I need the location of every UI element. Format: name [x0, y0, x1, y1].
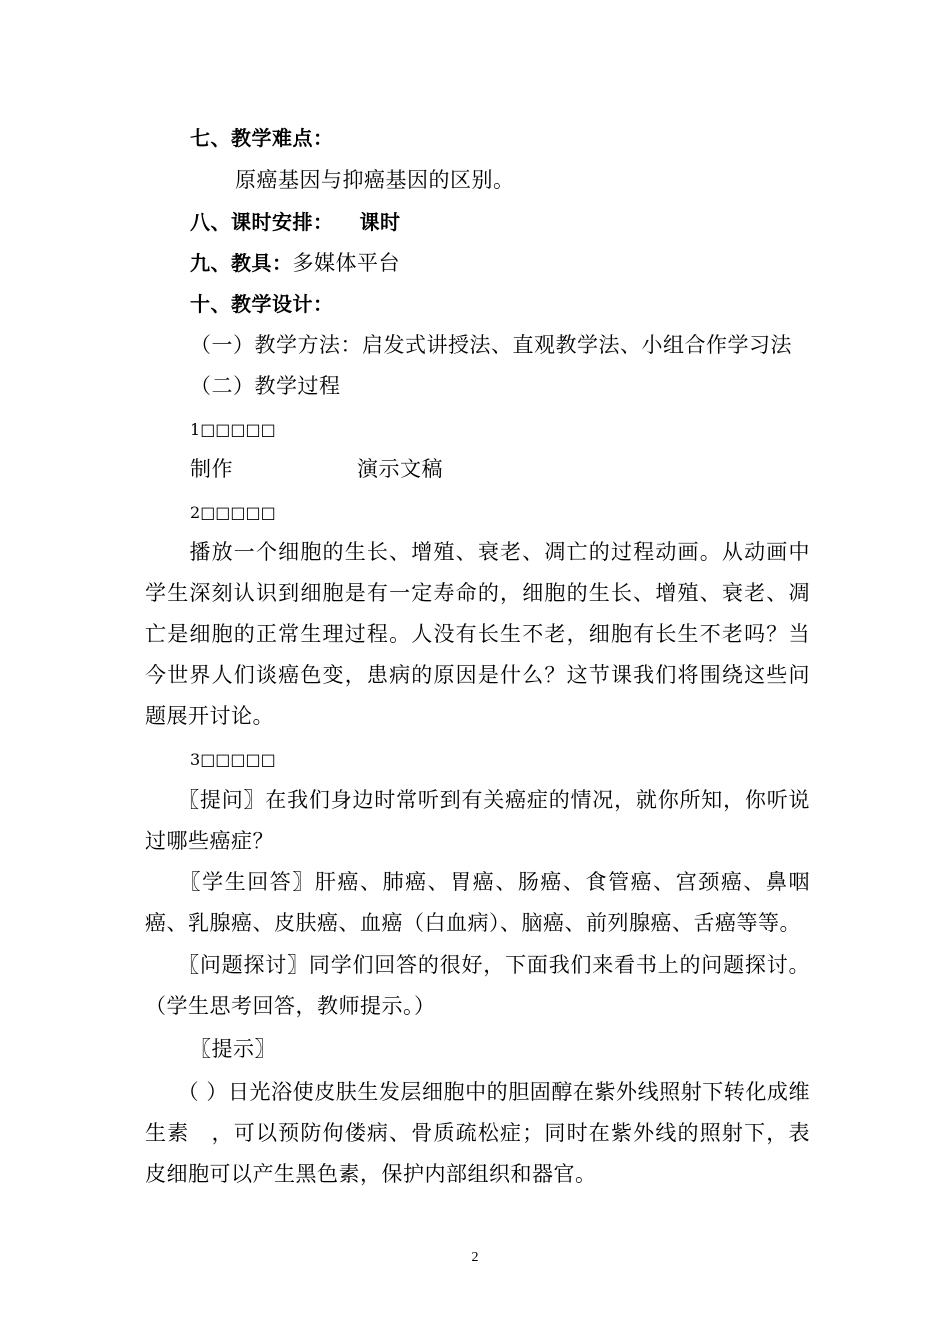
teaching-method: （一）教学方法：启发式讲授法、直观教学法、小组合作学习法 [190, 333, 792, 357]
class-hours-label: 八、课时安排： [190, 210, 334, 234]
page-number: 2 [471, 1250, 479, 1265]
answer-paragraph: 〖学生回答〗肝癌、肺癌、胃癌、肠癌、食管癌、宫颈癌、鼻咽癌、乳腺癌、皮肤癌、血癌（白血病）、脑癌、前列腺癌、舌癌等等。 [145, 870, 810, 935]
heading-teaching-design: 十、教学设计： [190, 292, 334, 316]
intro-paragraph: 播放一个细胞的生长、增殖、衰老、凋亡的过程动画。从动画中学生深刻认识到细胞是有一定寿命的，细胞的生长、增殖、衰老、凋亡是细胞的正常生理过程。人没有长生不老，细胞有长生不老吗？当今世界人们谈癌色变，患病的原因是什么？这节课我们将围绕这些问题展开讨论。 [145, 540, 810, 728]
make-label: 制作 [190, 457, 233, 481]
step-3-placeholder-glyphs: □□□□□ [200, 750, 276, 769]
teaching-aids-value: 多媒体平台 [292, 251, 400, 275]
teaching-process: （二）教学过程 [190, 374, 341, 398]
sun-paragraph: （ ）日光浴使皮肤生发层细胞中的胆固醇在紫外线照射下转化成维生素 ，可以预防佝偻病、骨质疏松症；同时在紫外线的照射下，表皮细胞可以产生黑色素，保护内部组织和器官。 [145, 1080, 810, 1186]
make-value: 演示文稿 [357, 457, 443, 481]
teaching-aids-label: 九、教具： [190, 251, 293, 275]
heading-teaching-aids [190, 251, 400, 275]
heading-class-hours [190, 210, 401, 234]
heading-teaching-difficulty: 七、教学难点： [190, 126, 334, 150]
question-paragraph: 〖提问〗在我们身边时常听到有关癌症的情况，就你所知，你听说过哪些癌症？ [145, 788, 810, 853]
make-slides-line [190, 457, 443, 481]
step-3 [190, 748, 276, 772]
step-2-placeholder-glyphs: □□□□□ [200, 503, 276, 522]
discussion-paragraph: 〖问题探讨〗同学们回答的很好，下面我们来看书上的问题探讨。（学生思考回答，教师提示。） [145, 953, 810, 1018]
step-1-number: 1 [190, 420, 201, 439]
step-2 [190, 501, 276, 525]
class-hours-value: 课时 [359, 210, 401, 234]
hint-label: 〖提示〗 [190, 1037, 276, 1061]
step-1 [190, 418, 276, 442]
step-3-number: 3 [190, 750, 201, 769]
step-1-placeholder-glyphs: □□□□□ [200, 420, 276, 439]
step-2-number: 2 [190, 503, 201, 522]
difficulty-text: 原癌基因与抑癌基因的区别。 [235, 168, 515, 192]
